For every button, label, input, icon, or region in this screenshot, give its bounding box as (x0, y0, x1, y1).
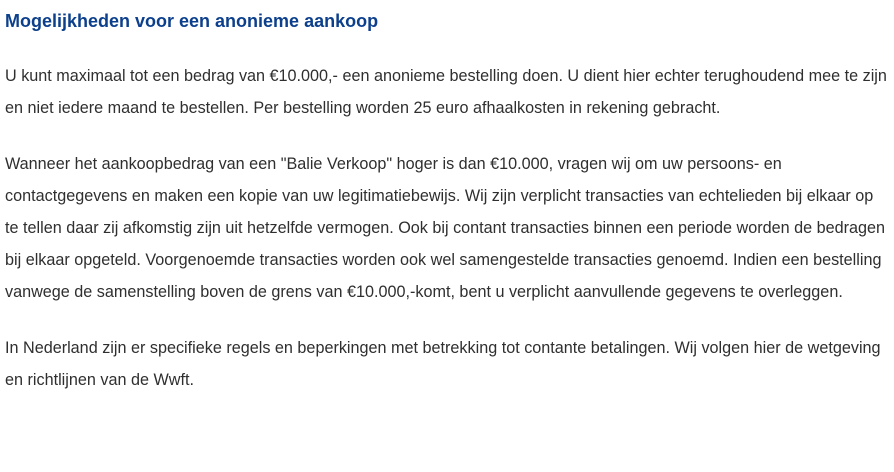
paragraph-cash-regulations: In Nederland zijn er specifieke regels en beperkingen met betrekking tot contante betalingen. Wij volgen hier de wetgeving en richtlijnen van de Wwft. (5, 339, 881, 389)
section-heading: Mogelijkheden voor een anonieme aankoop (5, 11, 379, 31)
paragraph-counter-sale-rules: Wanneer het aankoopbedrag van een "Balie Verkoop" hoger is dan €10.000, vragen wij om uw persoons- en contactgegevens en maken een kopie van uw legitimatiebewijs. Wij zijn verplicht transacties van echtelieden bij elkaar op te tellen daar zij afkomstig zijn uit hetzelfde vermogen. Ook bij contant transacties binnen een periode worden de bedragen bij elkaar opgeteld. Voorgenoemde transacties worden ook wel samengestelde transacties genoemd. Indien een bestelling vanwege de samenstelling boven de grens van €10.000,-komt, bent u verplicht aanvullende gegevens te overleggen. (5, 155, 886, 301)
paragraph-anonymous-limit: U kunt maximaal tot een bedrag van €10.000,- een anonieme bestelling doen. U dient hier echter terughoudend mee te zijn en niet iedere maand te bestellen. Per bestelling worden 25 euro afhaalkosten in rekening gebracht. (5, 67, 887, 117)
article-section (5, 0, 889, 396)
